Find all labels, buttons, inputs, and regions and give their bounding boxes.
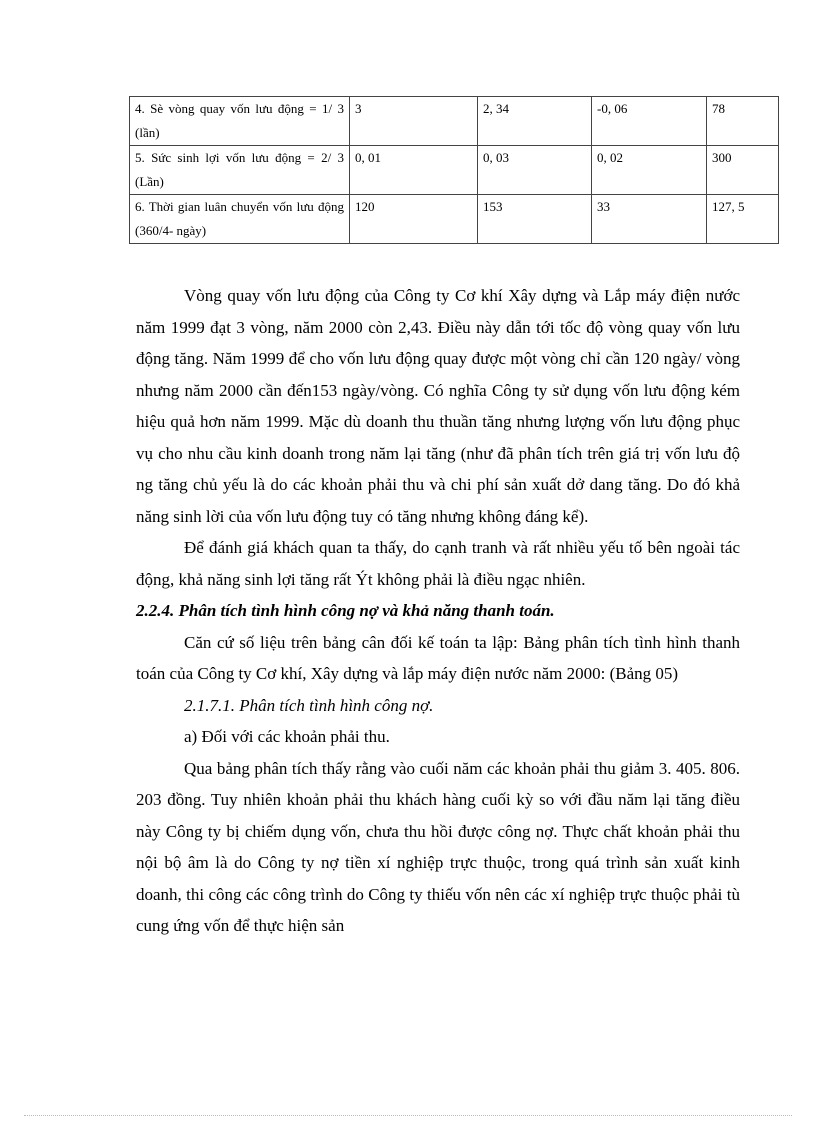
body-text — [136, 280, 740, 942]
row-label: 6. Thời gian luân chuyển vốn lưu động (360/4- ngày) — [130, 195, 350, 244]
ratio-table — [129, 96, 779, 244]
cell-value: 153 — [478, 195, 592, 244]
table-row — [130, 97, 779, 146]
subsection-item: a) Đối với các khoản phải thu. — [184, 727, 390, 746]
cell-value: 0, 02 — [592, 146, 707, 195]
cell-value: 0, 03 — [478, 146, 592, 195]
row-label: 5. Sức sinh lợi vốn lưu động = 2/ 3 (Lần) — [130, 146, 350, 195]
cell-value: 2, 34 — [478, 97, 592, 146]
table-row — [130, 146, 779, 195]
cell-value: -0, 06 — [592, 97, 707, 146]
subsection-heading: 2.1.7.1. Phân tích tình hình công nợ. — [184, 695, 434, 715]
section-heading: 2.2.4. Phân tích tình hình công nợ và khả năng thanh toán. — [136, 601, 555, 620]
paragraph: Để đánh giá khách quan ta thấy, do cạnh tranh và rất nhiều yếu tố bên ngoài tác động, khả năng sinh lợi tăng rất Ýt không phải là điều ngạc nhiên. — [136, 538, 740, 589]
cell-value: 0, 01 — [350, 146, 478, 195]
cell-value: 78 — [707, 97, 779, 146]
cell-value: 300 — [707, 146, 779, 195]
paragraph: Qua bảng phân tích thấy rằng vào cuối năm các khoản phải thu giảm 3. 405. 806. 203 đồng. Tuy nhiên khoản phải thu khách hàng cuối kỳ so với đầu năm lại tăng điều này Công ty bị chiếm dụng vốn, chưa thu hồi được công nợ. Thực chất khoản phải thu nội bộ âm là do Công ty nợ tiền xí nghiệp trực thuộc, trong quá trình sản xuất kinh doanh, thi công các công trình do Công ty thiếu vốn nên các xí nghiệp trực thuộc phải tù cung ứng vốn để thực hiện sản — [136, 758, 740, 935]
page-bottom-divider — [24, 1115, 792, 1116]
cell-value: 127, 5 — [707, 195, 779, 244]
cell-value: 33 — [592, 195, 707, 244]
cell-value: 3 — [350, 97, 478, 146]
table-row — [130, 195, 779, 244]
paragraph: Vòng quay vốn lưu động của Công ty Cơ khí Xây dựng và Lắp máy điện nước năm 1999 đạt 3 vòng, năm 2000 còn 2,43. Điều này dẫn tới tốc độ vòng quay vốn lưu động tăng. Năm 1999 để cho vốn lưu động quay được một vòng chỉ cần 120 ngày/ vòng nhưng năm 2000 cần đến153 ngày/vòng. Có nghĩa Công ty sử dụng vốn lưu động kém hiệu quả hơn năm 1999. Mặc dù doanh thu thuần tăng nhưng lượng vốn lưu động phục vụ cho nhu cầu kinh doanh trong năm lại tăng (như đã phân tích trên giá trị vốn lưu độ ng tăng chủ yếu là do các khoản phải thu và chi phí sản xuất dở dang tăng. Do đó khả năng sinh lời của vốn lưu động tuy có tăng nhưng không đáng kể). — [136, 286, 740, 526]
row-label: 4. Sè vòng quay vốn lưu động = 1/ 3 (lần) — [130, 97, 350, 146]
cell-value: 120 — [350, 195, 478, 244]
paragraph: Căn cứ số liệu trên bảng cân đối kế toán ta lập: Bảng phân tích tình hình thanh toán của Công ty Cơ khí, Xây dựng và lắp máy điện nước năm 2000: (Bảng 05) — [136, 632, 740, 683]
